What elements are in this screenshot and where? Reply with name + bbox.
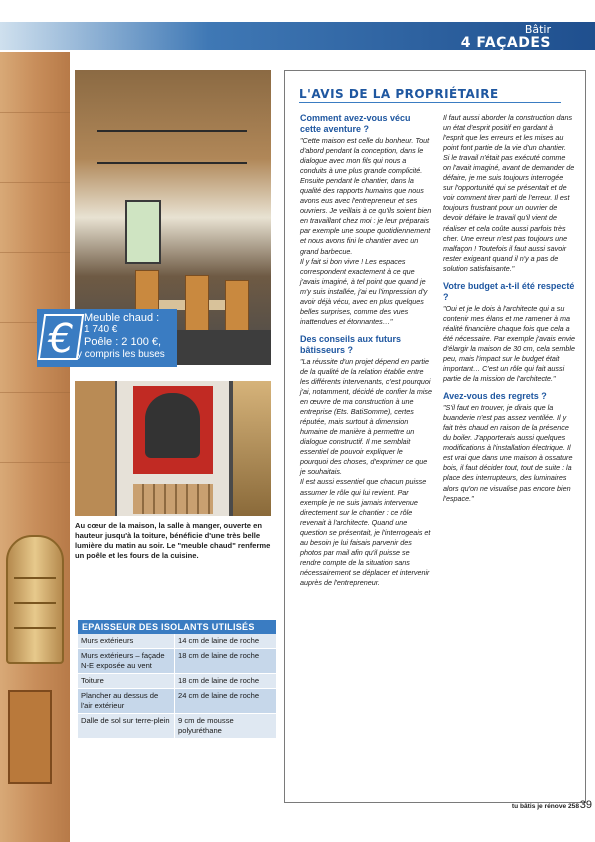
table-cell: 18 cm de laine de roche [174, 674, 276, 688]
table-cell: 14 cm de laine de roche [174, 634, 276, 648]
question-heading: Votre budget a-t-il été respecté ? [443, 280, 575, 302]
table-cell: Plancher au dessus de l'air extérieur [78, 689, 174, 713]
curio-cabinet-photo [6, 535, 64, 664]
answer-text: "Oui et je le dois à l'architecte qui a su contenir mes élans et me ramener à ma réalité financière chaque fois que cela a été nécessaire. Par exemple j'avais envie d'élargir la maison de 30 cm, cela semble peu, mais l'impact sur le budget était important… C'est un rôle qui fait aussi partie de la mission de l'architecte." [443, 303, 576, 384]
table-cell: Dalle de sol sur terre-plein [78, 714, 174, 738]
answer-text: Il est aussi essentiel que chacun puisse assumer le rôle qui lui revient. Par exemple je ne suis jamais intervenue directement sur le chantier : ce rôle revenait à l'architecte. Quand une question se présentait, je l'interrogeais et au besoin je lui faisais parvenir des photos par mail afin qu'il puisse se rendre compte de la situation sans nécessairement se déplacer et intervenir auprès de l'entrepreneur. [300, 477, 431, 587]
price-line: 1 740 € [84, 324, 118, 335]
table-cell: 24 cm de laine de roche [174, 689, 276, 713]
table-cell: Toiture [78, 674, 174, 688]
table-cell: Murs extérieurs – façade N-E exposée au vent [78, 649, 174, 673]
question-heading: Des conseils aux futurs bâtisseurs ? [300, 333, 402, 355]
page-number: 39 [579, 799, 592, 811]
table-row [78, 714, 276, 739]
table-cell: Murs extérieurs [78, 634, 174, 648]
column-left [300, 113, 432, 588]
interview-panel [284, 70, 586, 803]
table-title: EPAISSEUR DES ISOLANTS UTILISÉS [78, 620, 276, 634]
table-row [78, 634, 276, 649]
price-line: Meuble chaud : [84, 312, 160, 324]
table-cell: 9 cm de mousse polyuréthane [174, 714, 276, 738]
magazine-name: tu bâtis je rénove 258 [511, 803, 579, 810]
column-right [443, 113, 575, 504]
table-row [78, 674, 276, 689]
answer-text: "S'il faut en trouver, je dirais que la buanderie n'est pas assez ventilée. Il y fait très chaud en raison de la présence du boiler. J'apporterais aussi quelques modifications à l'installation électrique. Il est vrai que dans une maison à ossature bois, il faut décider tout, tout de suite : la place des interrupteurs, des luminaires alors qu'on ne visualise pas encore bien l'espace." [443, 403, 573, 503]
answer-text: "Cette maison est celle du bonheur. Tout d'abord pendant la conception, dans le dialogue avec mon fils qui nous a conduits à une plus grande complicité. Ensuite pendant le chantier, dans la qualité des rapports humains que nous avons eus avec l'entrepreneur et ses ouvriers. Je veillais à ce qu'ils soient bien en travaillant chez moi : je leur préparais par exemple une soupe quotidiennement et nous avons fini le chantier avec un grand barbecue. [300, 136, 432, 256]
table-row [78, 689, 276, 714]
insulation-table [78, 620, 276, 739]
table-row [78, 649, 276, 674]
photo-caption: Au cœur de la maison, la salle à manger, ouverte en hauteur jusqu'à la toiture, bénéficie d'une très belle lumière du matin au soir. Le "meuble chaud" renferme un poêle et les fours de la cuisine. [75, 521, 271, 560]
price-box [37, 309, 177, 367]
price-line: y compris les buses [77, 349, 165, 360]
table-cell: 18 cm de laine de roche [174, 649, 276, 673]
answer-text: "La réussite d'un projet dépend en partie de la qualité de la relation établie entre les différents intervenants, c'est pourquoi j'ai, notamment, décidé de confier la mise en œuvre de ma construction à une entreprise (Ets. BatiSomme), certes réputée, mais surtout à dimension humaine de manière à permettre un dialogue constructif. Il me semblait essentiel de pouvoir expliquer le pourquoi des choses, d'exprimer ce que je souhaitais. [300, 356, 433, 477]
answer-text: Il y fait si bon vivre ! Les espaces correspondent exactement à ce que j'avais imaginé, à tel point que quand je m'y suis installée, j'ai eu l'impression d'y avoir déjà vécu, avec en plus quelques belles surprises, comme des vues inattendues et étonnantes…" [300, 256, 428, 326]
question-heading: Avez-vous des regrets ? [443, 391, 547, 402]
header-bar [0, 22, 595, 50]
section-label: Bâtir [524, 23, 551, 36]
answer-text: Si le travail n'était pas exécuté comme on l'avait imaginé, avant de demander de défaire, je me suis toujours interrogée sur l'opportunité qui se présentait et de voir comment tirer parti de l'erreur. Il est toujours frustrant pour un ouvrier de devoir défaire le travail qu'il vient de réaliser et cela coûte aussi parfois très cher. Une erreur n'est pas toujours une malfaçon ! Toutefois il faut aussi savoir rester exigeant quand il n'y a pas de solution satisfaisante." [443, 153, 575, 273]
euro-icon: € [38, 314, 84, 360]
price-line: Poêle : 2 100 €, [84, 336, 162, 348]
question-heading: Comment avez-vous vécu cette aventure ? [300, 113, 411, 134]
page-title: 4 FAÇADES [460, 35, 551, 51]
title-rule [299, 102, 561, 103]
stove-photo [75, 381, 271, 516]
answer-text: Il faut aussi aborder la construction dans un état d'esprit positif en gardant à l'esprit que les erreurs et les mises au point font partie de la vie d'un chantier. [443, 113, 573, 153]
panel-title: L'AVIS DE LA PROPRIÉTAIRE [299, 87, 499, 101]
chair-photo [8, 690, 52, 784]
